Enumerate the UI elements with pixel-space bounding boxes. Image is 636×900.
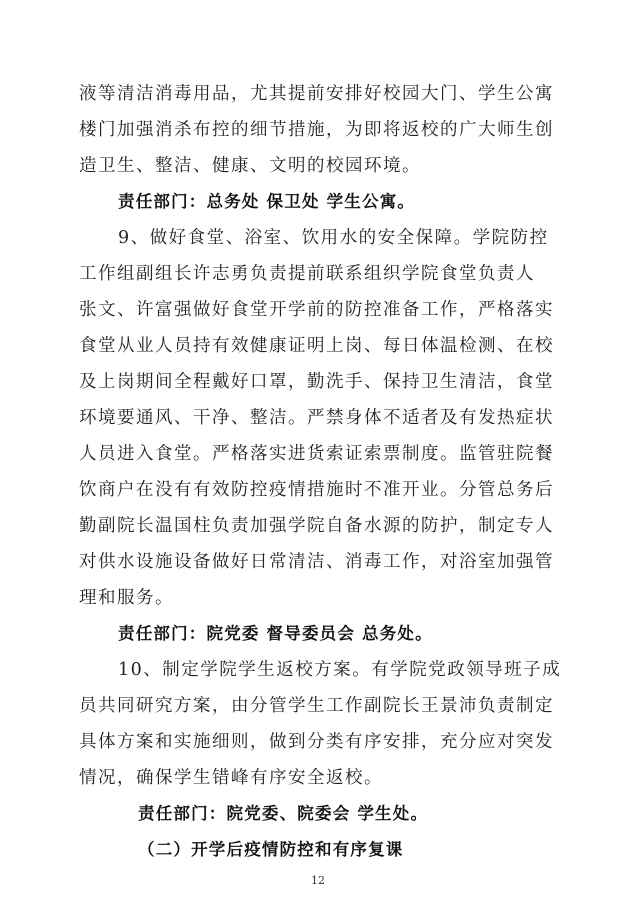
responsibility-line: 责任部门：院党委、院委会 学生处。 — [138, 804, 429, 823]
body-text-line: 张文、许富强做好食堂开学前的防控准备工作，严格落实 — [79, 300, 554, 320]
body-text-line: 9、做好食堂、浴室、饮用水的安全保障。学院防控 — [118, 228, 549, 248]
body-text-line: 员共同研究方案，由分管学生工作副院长王景沛负责制定 — [79, 696, 554, 716]
body-text-line: 环境要通风、干净、整洁。严禁身体不适者及有发热症状 — [79, 408, 554, 428]
body-text-line: 勤副院长温国柱负责加强学院自备水源的防护，制定专人 — [79, 516, 554, 536]
body-text-line: 造卫生、整洁、健康、文明的校园环境。 — [79, 156, 421, 176]
body-text-line: 楼门加强消杀布控的细节措施，为即将返校的广大师生创 — [79, 120, 554, 140]
page-number: 12 — [311, 874, 325, 887]
responsibility-line: 责任部门：院党委 督导委员会 总务处。 — [118, 624, 433, 643]
body-text-line: 饮商户在没有有效防控疫情措施时不准开业。分管总务后 — [79, 480, 554, 500]
section-heading: （二）开学后疫情防控和有序复课 — [138, 840, 404, 859]
body-text-line: 理和服务。 — [79, 588, 174, 608]
body-text-line: 及上岗期间全程戴好口罩，勤洗手、保持卫生清洁，食堂 — [79, 372, 554, 392]
body-text-line: 食堂从业人员持有效健康证明上岗、每日体温检测、在校 — [79, 336, 554, 356]
responsibility-line: 责任部门：总务处 保卫处 学生公寓。 — [118, 192, 416, 211]
body-text-line: 工作组副组长许志勇负责提前联系组织学院食堂负责人 — [79, 264, 535, 284]
body-text-line: 对供水设施设备做好日常清洁、消毒工作，对浴室加强管 — [79, 552, 554, 572]
body-text-line: 10、制定学院学生返校方案。有学院党政领导班子成 — [118, 660, 562, 680]
body-text-line: 液等清洁消毒用品，尤其提前安排好校园大门、学生公寓 — [79, 84, 554, 104]
body-text-line: 具体方案和实施细则，做到分类有序安排，充分应对突发 — [79, 732, 554, 752]
body-text-line: 情况，确保学生错峰有序安全返校。 — [79, 768, 383, 788]
body-text-line: 人员进入食堂。严格落实进货索证索票制度。监管驻院餐 — [79, 444, 554, 464]
